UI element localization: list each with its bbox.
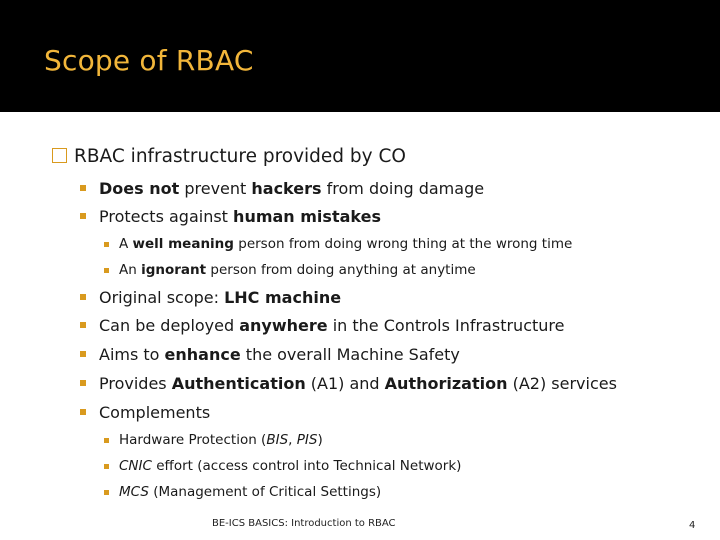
bullet-text: Can be deployed anywhere in the Controls Infrastructure <box>99 316 565 335</box>
bullet-text: Aims to enhance the overall Machine Safety <box>99 345 460 364</box>
bullet-text: Provides Authentication (A1) and Authorization (A2) services <box>99 374 617 393</box>
square-bullet-icon <box>104 464 109 469</box>
bullet-text: Complements <box>99 403 211 422</box>
square-bullet-icon <box>80 213 86 219</box>
square-bullet-icon <box>80 351 86 357</box>
bullet-text: Original scope: LHC machine <box>99 288 342 307</box>
square-bullet-icon <box>80 294 86 300</box>
bullet-text: Hardware Protection (BIS, PIS) <box>119 432 323 448</box>
square-bullet-icon <box>80 185 86 191</box>
page-number: 4 <box>689 520 696 531</box>
square-bullet-icon <box>80 380 86 386</box>
square-bullet-icon <box>104 242 109 247</box>
bullet-text: Does not prevent hackers from doing damage <box>99 179 485 198</box>
square-bullet-icon <box>104 438 109 443</box>
slide-footer: BE-ICS BASICS: Introduction to RBAC <box>212 518 396 529</box>
square-bullet-icon <box>80 409 86 415</box>
bullet-text: A well meaning person from doing wrong thing at the wrong time <box>119 236 573 252</box>
bullet-text: CNIC effort (access control into Technical Network) <box>119 458 462 474</box>
bullet-text: Protects against human mistakes <box>99 207 381 226</box>
checkbox-bullet-icon <box>52 148 67 163</box>
bullet-text: An ignorant person from doing anything at anytime <box>119 262 476 278</box>
square-bullet-icon <box>80 322 86 328</box>
slide-title: Scope of RBAC <box>44 44 254 77</box>
square-bullet-icon <box>104 268 109 273</box>
bullet-text: MCS (Management of Critical Settings) <box>119 484 382 500</box>
square-bullet-icon <box>104 490 109 495</box>
bullet-text: RBAC infrastructure provided by CO <box>74 146 406 167</box>
